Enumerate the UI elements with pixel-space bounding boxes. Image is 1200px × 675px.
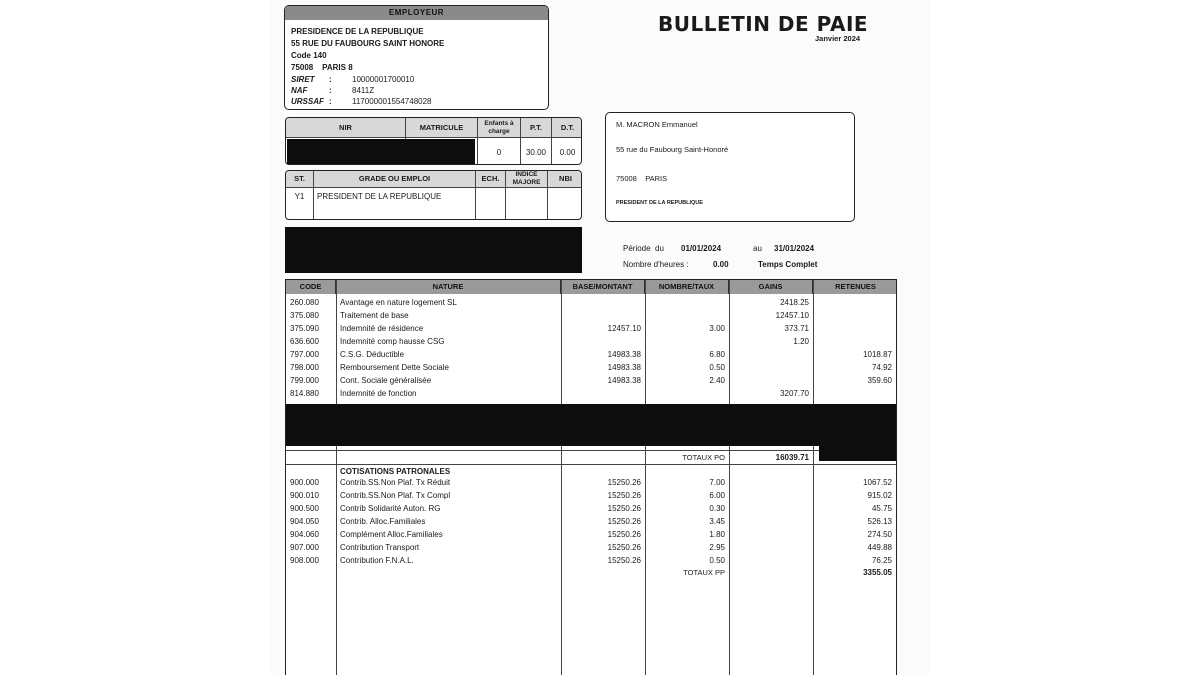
row-retenue: 359.60 — [867, 376, 892, 385]
row-retenue: 76.25 — [871, 556, 892, 565]
dt-header: D.T. — [552, 118, 582, 138]
row-retenue: 1067.52 — [863, 478, 892, 487]
patronal-row — [286, 516, 897, 529]
urssaf-value: 117000001554748028 — [352, 97, 432, 106]
table-row — [286, 388, 897, 401]
matricule-header: MATRICULE — [406, 118, 478, 138]
row-rate: 1.80 — [709, 530, 725, 539]
col-retenues: RETENUES — [813, 280, 897, 294]
redaction-bar — [287, 139, 475, 164]
table-row — [286, 336, 897, 349]
period-to-label: au — [753, 244, 762, 253]
table-row — [286, 323, 897, 336]
row-code: 260.080 — [290, 298, 319, 307]
row-retenue: 915.02 — [867, 491, 892, 500]
row-code: 900.010 — [290, 491, 319, 500]
row-rate: 0.50 — [709, 363, 725, 372]
pay-table — [285, 279, 897, 675]
grade-value: PRESIDENT DE LA REPUBLIQUE — [314, 188, 476, 220]
row-code: 900.000 — [290, 478, 319, 487]
naf-colon: : — [329, 86, 332, 95]
row-base: 14983.38 — [607, 363, 641, 372]
table-row — [286, 362, 897, 375]
row-base: 15250.26 — [607, 478, 641, 487]
employee-name: M. MACRON Emmanuel — [616, 120, 698, 129]
row-base: 15250.26 — [607, 530, 641, 539]
col-nature: NATURE — [336, 280, 561, 294]
row-rate: 3.00 — [709, 324, 725, 333]
siret-label: SIRET — [291, 75, 315, 84]
naf-value: 8411Z — [352, 86, 375, 95]
table-row — [286, 310, 897, 323]
row-base: 15250.26 — [607, 504, 641, 513]
row-nature: Cont. Sociale généralisée — [340, 376, 432, 385]
row-gain: 3207.70 — [780, 389, 809, 398]
employee-address: 55 rue du Faubourg Saint-Honoré — [616, 145, 729, 154]
dt-value: 0.00 — [559, 147, 576, 157]
period-label: Période du — [623, 244, 664, 253]
nbi-header: NBI — [548, 171, 582, 188]
row-rate: 2.95 — [709, 543, 725, 552]
row-retenue: 45.75 — [871, 504, 892, 513]
row-nature: Contribution Transport — [340, 543, 420, 552]
col-base: BASE/MONTANT — [561, 280, 645, 294]
row-code: 814.880 — [290, 389, 319, 398]
employer-address: 55 RUE DU FAUBOURG SAINT HONORE — [291, 39, 445, 48]
row-nature: Contrib.SS.Non Plaf. Tx Compl — [340, 491, 451, 500]
redaction-bar — [819, 446, 897, 461]
ech-value — [476, 188, 506, 220]
totals-pp-row — [286, 567, 897, 580]
hours-label: Nombre d'heures : — [623, 260, 689, 269]
row-gain: 1.20 — [793, 337, 809, 346]
row-code: 636.600 — [290, 337, 319, 346]
row-base: 15250.26 — [607, 543, 641, 552]
employee-role: PRESIDENT DE LA REPUBLIQUE — [616, 200, 703, 206]
patronal-row — [286, 529, 897, 542]
naf-label: NAF — [291, 86, 308, 95]
enfants-value: 0 — [478, 138, 521, 165]
row-code: 900.500 — [290, 504, 319, 513]
row-retenue: 526.13 — [867, 517, 892, 526]
period-start: 01/01/2024 — [681, 244, 722, 253]
totals-po-label: TOTAUX PO — [682, 453, 725, 462]
redaction-bar — [286, 404, 897, 446]
row-code: 375.090 — [290, 324, 319, 333]
row-code: 907.000 — [290, 543, 319, 552]
row-nature: C.S.G. Déductible — [340, 350, 405, 359]
employer-city: 75008 PARIS 8 — [291, 63, 353, 72]
row-code: 908.000 — [290, 556, 319, 565]
row-nature: Remboursement Dette Sociale — [340, 363, 449, 372]
row-nature: Contribution F.N.A.L. — [340, 556, 414, 565]
row-rate: 6.80 — [709, 350, 725, 359]
grade-header: GRADE OU EMPLOI — [314, 171, 476, 188]
row-nature: Indemnité de fonction — [340, 389, 417, 398]
row-retenue: 274.50 — [867, 530, 892, 539]
row-code: 375.080 — [290, 311, 319, 320]
employee-address-box — [605, 112, 855, 222]
period-end: 31/01/2024 — [774, 244, 815, 253]
row-nature: Contrib Solidarité Auton. RG — [340, 504, 441, 513]
row-rate: 3.45 — [709, 517, 725, 526]
col-gains: GAINS — [729, 280, 813, 294]
row-rate: 0.30 — [709, 504, 725, 513]
ech-header: ECH. — [476, 171, 506, 188]
nir-header: NIR — [286, 118, 406, 138]
row-nature: Complément Alloc.Familiales — [340, 530, 443, 539]
grade-box — [285, 170, 582, 220]
st-header: ST. — [286, 171, 314, 188]
patronal-row — [286, 490, 897, 503]
totals-pp-label: TOTAUX PP — [683, 568, 725, 577]
employer-name: PRESIDENCE DE LA REPUBLIQUE — [291, 27, 424, 36]
document-month: Janvier 2024 — [815, 34, 861, 43]
col-code: CODE — [286, 280, 336, 294]
redaction-bar — [285, 227, 582, 273]
row-nature: Traitement de base — [340, 311, 409, 320]
document-title: BULLETIN DE PAIE — [658, 12, 869, 36]
indice-header: INDICE MAJORE — [506, 171, 548, 188]
table-row — [286, 297, 897, 310]
nbi-value — [548, 188, 582, 220]
siret-value: 10000001700010 — [352, 75, 415, 84]
row-gain: 2418.25 — [780, 298, 809, 307]
row-retenue: 449.88 — [867, 543, 892, 552]
enfants-header: Enfants à charge — [478, 118, 521, 138]
employee-city: 75008 PARIS — [616, 174, 668, 183]
row-gain: 373.71 — [784, 324, 809, 333]
row-base: 15250.26 — [607, 556, 641, 565]
row-nature: Indemnité comp hausse CSG — [340, 337, 445, 346]
hours-value: 0.00 — [713, 260, 729, 269]
row-base: 12457.10 — [607, 324, 641, 333]
row-nature: Indemnité de résidence — [340, 324, 424, 333]
row-code: 798.000 — [290, 363, 319, 372]
patronal-title: COTISATIONS PATRONALES — [340, 467, 451, 476]
urssaf-colon: : — [329, 97, 332, 106]
row-retenue: 1018.87 — [863, 350, 892, 359]
pt-value: 30.00 — [521, 138, 552, 165]
row-nature: Avantage en nature logement SL — [340, 298, 457, 307]
table-row — [286, 375, 897, 388]
employer-header: EMPLOYEUR — [285, 6, 548, 20]
row-base: 15250.26 — [607, 491, 641, 500]
employer-box — [284, 5, 549, 110]
row-rate: 7.00 — [709, 478, 725, 487]
siret-colon: : — [329, 75, 332, 84]
row-base: 15250.26 — [607, 517, 641, 526]
row-rate: 6.00 — [709, 491, 725, 500]
pt-header: P.T. — [521, 118, 552, 138]
row-base: 14983.38 — [607, 376, 641, 385]
urssaf-label: URSSAF — [291, 97, 324, 106]
patronal-row — [286, 542, 897, 555]
st-value: Y1 — [286, 188, 314, 220]
row-rate: 2.40 — [709, 376, 725, 385]
totals-pp-value: 3355.05 — [863, 568, 892, 577]
schedule: Temps Complet — [758, 260, 818, 269]
patronal-row — [286, 503, 897, 516]
row-code: 799.000 — [290, 376, 319, 385]
indice-value — [506, 188, 548, 220]
patronal-title-row — [286, 464, 897, 477]
employer-code: Code 140 — [291, 51, 327, 60]
row-code: 904.060 — [290, 530, 319, 539]
row-nature: Contrib. Alloc.Familiales — [340, 517, 426, 526]
patronal-row — [286, 477, 897, 490]
row-code: 797.000 — [290, 350, 319, 359]
totals-po-row — [286, 450, 897, 464]
row-gain: 12457.10 — [775, 311, 809, 320]
row-rate: 0.50 — [709, 556, 725, 565]
row-nature: Contrib.SS.Non Plaf. Tx Réduit — [340, 478, 451, 487]
row-base: 14983.38 — [607, 350, 641, 359]
col-rate: NOMBRE/TAUX — [645, 280, 729, 294]
totals-po-gain: 16039.71 — [775, 453, 809, 462]
row-retenue: 74.92 — [871, 363, 892, 372]
table-row — [286, 349, 897, 362]
row-code: 904.050 — [290, 517, 319, 526]
